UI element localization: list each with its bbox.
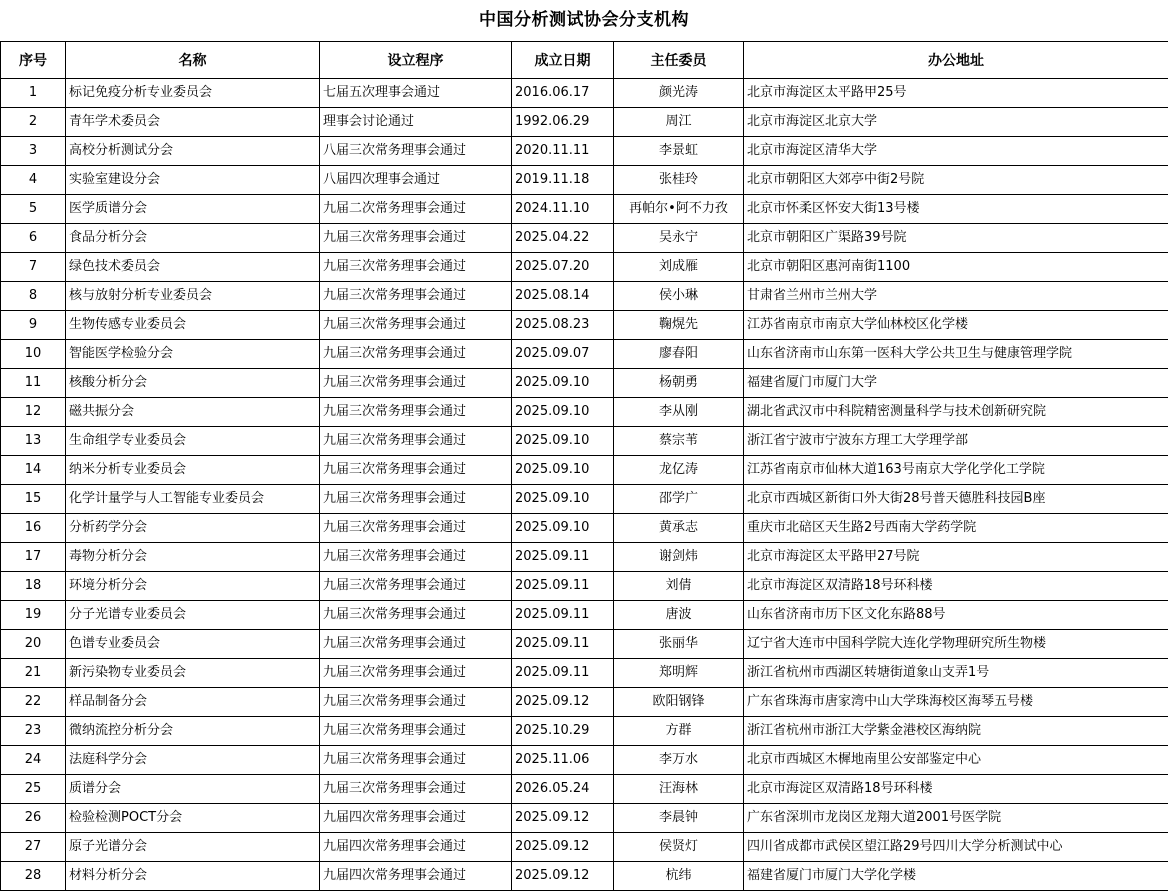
table-row <box>1 253 1168 282</box>
table-row <box>1 137 1168 166</box>
cell-director[interactable]: 廖春阳 <box>614 340 744 369</box>
cell-director[interactable]: 谢剑炜 <box>614 543 744 572</box>
table-row <box>1 833 1168 862</box>
cell-address[interactable]: 北京市海淀区太平路甲25号 <box>744 79 1168 108</box>
cell-name[interactable]: 检验检测POCT分会 <box>66 804 320 833</box>
cell-name[interactable]: 材料分析分会 <box>66 862 320 891</box>
cell-director[interactable]: 唐波 <box>614 601 744 630</box>
cell-director[interactable]: 刘倩 <box>614 572 744 601</box>
cell-name[interactable]: 质谱分会 <box>66 775 320 804</box>
cell-index[interactable]: 28 <box>1 862 66 891</box>
cell-address[interactable]: 江苏省南京市仙林大道163号南京大学化学化工学院 <box>744 456 1168 485</box>
cell-director[interactable]: 李万水 <box>614 746 744 775</box>
cell-date[interactable]: 2020.11.11 <box>512 137 614 166</box>
cell-address[interactable]: 北京市海淀区双清路18号环科楼 <box>744 775 1168 804</box>
cell-name[interactable]: 青年学术委员会 <box>66 108 320 137</box>
cell-index[interactable]: 7 <box>1 253 66 282</box>
cell-procedure[interactable]: 九届三次常务理事会通过 <box>320 601 512 630</box>
cell-address[interactable]: 重庆市北碚区天生路2号西南大学药学院 <box>744 514 1168 543</box>
cell-address[interactable]: 甘肃省兰州市兰州大学 <box>744 282 1168 311</box>
cell-director[interactable]: 侯小琳 <box>614 282 744 311</box>
table-row <box>1 804 1168 833</box>
cell-procedure[interactable]: 八届四次理事会通过 <box>320 166 512 195</box>
cell-name[interactable]: 核酸分析分会 <box>66 369 320 398</box>
cell-date[interactable]: 2025.09.10 <box>512 514 614 543</box>
table-row <box>1 514 1168 543</box>
header-index[interactable]: 序号 <box>1 42 66 79</box>
cell-name[interactable]: 原子光谱分会 <box>66 833 320 862</box>
header-address[interactable]: 办公地址 <box>744 42 1168 79</box>
cell-date[interactable]: 1992.06.29 <box>512 108 614 137</box>
cell-address[interactable]: 浙江省杭州市西湖区转塘街道象山支弄1号 <box>744 659 1168 688</box>
cell-procedure[interactable]: 九届三次常务理事会通过 <box>320 456 512 485</box>
cell-address[interactable]: 福建省厦门市厦门大学 <box>744 369 1168 398</box>
cell-index[interactable]: 10 <box>1 340 66 369</box>
cell-index[interactable]: 21 <box>1 659 66 688</box>
cell-date[interactable]: 2019.11.18 <box>512 166 614 195</box>
cell-director[interactable]: 李景虹 <box>614 137 744 166</box>
cell-director[interactable]: 再帕尔•阿不力孜 <box>614 195 744 224</box>
cell-name[interactable]: 标记免疫分析专业委员会 <box>66 79 320 108</box>
cell-date[interactable]: 2025.09.11 <box>512 630 614 659</box>
table-row <box>1 746 1168 775</box>
cell-director[interactable]: 欧阳钢锋 <box>614 688 744 717</box>
cell-address[interactable]: 江苏省南京市南京大学仙林校区化学楼 <box>744 311 1168 340</box>
table-row <box>1 369 1168 398</box>
cell-name[interactable]: 毒物分析分会 <box>66 543 320 572</box>
table-row <box>1 775 1168 804</box>
cell-date[interactable]: 2025.09.10 <box>512 485 614 514</box>
cell-director[interactable]: 张丽华 <box>614 630 744 659</box>
header-procedure[interactable]: 设立程序 <box>320 42 512 79</box>
cell-name[interactable]: 医学质谱分会 <box>66 195 320 224</box>
header-date[interactable]: 成立日期 <box>512 42 614 79</box>
cell-index[interactable]: 27 <box>1 833 66 862</box>
cell-procedure[interactable]: 九届三次常务理事会通过 <box>320 572 512 601</box>
table-row <box>1 398 1168 427</box>
cell-address[interactable]: 山东省济南市历下区文化东路88号 <box>744 601 1168 630</box>
cell-date[interactable]: 2025.08.14 <box>512 282 614 311</box>
cell-name[interactable]: 实验室建设分会 <box>66 166 320 195</box>
table-row <box>1 427 1168 456</box>
cell-procedure[interactable]: 九届三次常务理事会通过 <box>320 775 512 804</box>
cell-date[interactable]: 2025.07.20 <box>512 253 614 282</box>
cell-index[interactable]: 11 <box>1 369 66 398</box>
cell-procedure[interactable]: 九届三次常务理事会通过 <box>320 369 512 398</box>
cell-index[interactable]: 15 <box>1 485 66 514</box>
table-row <box>1 456 1168 485</box>
cell-procedure[interactable]: 九届三次常务理事会通过 <box>320 224 512 253</box>
cell-name[interactable]: 纳米分析专业委员会 <box>66 456 320 485</box>
cell-director[interactable]: 刘成雁 <box>614 253 744 282</box>
cell-director[interactable]: 方群 <box>614 717 744 746</box>
cell-date[interactable]: 2025.11.06 <box>512 746 614 775</box>
cell-procedure[interactable]: 九届三次常务理事会通过 <box>320 746 512 775</box>
cell-index[interactable]: 22 <box>1 688 66 717</box>
cell-address[interactable]: 北京市海淀区清华大学 <box>744 137 1168 166</box>
cell-index[interactable]: 9 <box>1 311 66 340</box>
cell-procedure[interactable]: 九届三次常务理事会通过 <box>320 282 512 311</box>
cell-procedure[interactable]: 九届三次常务理事会通过 <box>320 485 512 514</box>
cell-procedure[interactable]: 九届三次常务理事会通过 <box>320 717 512 746</box>
cell-name[interactable]: 核与放射分析专业委员会 <box>66 282 320 311</box>
cell-index[interactable]: 12 <box>1 398 66 427</box>
cell-procedure[interactable]: 九届三次常务理事会通过 <box>320 340 512 369</box>
table-row <box>1 717 1168 746</box>
cell-name[interactable]: 高校分析测试分会 <box>66 137 320 166</box>
cell-name[interactable]: 化学计量学与人工智能专业委员会 <box>66 485 320 514</box>
cell-address[interactable]: 四川省成都市武侯区望江路29号四川大学分析测试中心 <box>744 833 1168 862</box>
cell-director[interactable]: 杨朝勇 <box>614 369 744 398</box>
cell-index[interactable]: 13 <box>1 427 66 456</box>
cell-address[interactable]: 北京市朝阳区大郊亭中街2号院 <box>744 166 1168 195</box>
cell-index[interactable]: 16 <box>1 514 66 543</box>
cell-procedure[interactable]: 九届三次常务理事会通过 <box>320 543 512 572</box>
cell-address[interactable]: 福建省厦门市厦门大学化学楼 <box>744 862 1168 891</box>
cell-address[interactable]: 北京市海淀区北京大学 <box>744 108 1168 137</box>
cell-date[interactable]: 2024.11.10 <box>512 195 614 224</box>
cell-director[interactable]: 龙亿涛 <box>614 456 744 485</box>
cell-director[interactable]: 杭纬 <box>614 862 744 891</box>
cell-index[interactable]: 25 <box>1 775 66 804</box>
cell-address[interactable]: 北京市朝阳区惠河南街1100 <box>744 253 1168 282</box>
cell-address[interactable]: 北京市西城区新街口外大街28号普天德胜科技园B座 <box>744 485 1168 514</box>
cell-procedure[interactable]: 九届三次常务理事会通过 <box>320 253 512 282</box>
cell-index[interactable]: 1 <box>1 79 66 108</box>
cell-address[interactable]: 北京市海淀区双清路18号环科楼 <box>744 572 1168 601</box>
cell-date[interactable]: 2025.09.10 <box>512 456 614 485</box>
cell-date[interactable]: 2025.09.12 <box>512 688 614 717</box>
cell-address[interactable]: 浙江省宁波市宁波东方理工大学理学部 <box>744 427 1168 456</box>
cell-procedure[interactable]: 九届三次常务理事会通过 <box>320 659 512 688</box>
branches-table <box>0 41 1168 891</box>
header-name[interactable]: 名称 <box>66 42 320 79</box>
cell-address[interactable]: 北京市怀柔区怀安大街13号楼 <box>744 195 1168 224</box>
table-row <box>1 543 1168 572</box>
cell-director[interactable]: 鞠熀先 <box>614 311 744 340</box>
cell-procedure[interactable]: 九届三次常务理事会通过 <box>320 630 512 659</box>
cell-address[interactable]: 辽宁省大连市中国科学院大连化学物理研究所生物楼 <box>744 630 1168 659</box>
table-row <box>1 572 1168 601</box>
cell-date[interactable]: 2025.08.23 <box>512 311 614 340</box>
cell-date[interactable]: 2025.09.11 <box>512 543 614 572</box>
cell-index[interactable]: 17 <box>1 543 66 572</box>
cell-address[interactable]: 北京市朝阳区广渠路39号院 <box>744 224 1168 253</box>
cell-procedure[interactable]: 九届二次常务理事会通过 <box>320 195 512 224</box>
table-row <box>1 688 1168 717</box>
table-row <box>1 659 1168 688</box>
cell-address[interactable]: 湖北省武汉市中科院精密测量科学与技术创新研究院 <box>744 398 1168 427</box>
cell-date[interactable]: 2025.09.11 <box>512 601 614 630</box>
cell-date[interactable]: 2025.09.07 <box>512 340 614 369</box>
cell-procedure[interactable]: 九届四次常务理事会通过 <box>320 833 512 862</box>
cell-name[interactable]: 生命组学专业委员会 <box>66 427 320 456</box>
cell-index[interactable]: 20 <box>1 630 66 659</box>
cell-director[interactable]: 汪海林 <box>614 775 744 804</box>
cell-director[interactable]: 张桂玲 <box>614 166 744 195</box>
cell-index[interactable]: 4 <box>1 166 66 195</box>
cell-director[interactable]: 邵学广 <box>614 485 744 514</box>
cell-date[interactable]: 2025.09.11 <box>512 572 614 601</box>
cell-address[interactable]: 广东省珠海市唐家湾中山大学珠海校区海琴五号楼 <box>744 688 1168 717</box>
cell-date[interactable]: 2025.09.12 <box>512 862 614 891</box>
table-row <box>1 485 1168 514</box>
table-row <box>1 340 1168 369</box>
cell-date[interactable]: 2016.06.17 <box>512 79 614 108</box>
cell-procedure[interactable]: 理事会讨论通过 <box>320 108 512 137</box>
cell-procedure[interactable]: 九届四次常务理事会通过 <box>320 862 512 891</box>
cell-director[interactable]: 黄承志 <box>614 514 744 543</box>
cell-index[interactable]: 8 <box>1 282 66 311</box>
table-row <box>1 166 1168 195</box>
cell-index[interactable]: 2 <box>1 108 66 137</box>
cell-name[interactable]: 食品分析分会 <box>66 224 320 253</box>
cell-name[interactable]: 微纳流控分析分会 <box>66 717 320 746</box>
cell-director[interactable]: 李晨钟 <box>614 804 744 833</box>
cell-procedure[interactable]: 八届三次常务理事会通过 <box>320 137 512 166</box>
cell-director[interactable]: 周江 <box>614 108 744 137</box>
cell-date[interactable]: 2025.04.22 <box>512 224 614 253</box>
header-director[interactable]: 主任委员 <box>614 42 744 79</box>
cell-name[interactable]: 智能医学检验分会 <box>66 340 320 369</box>
cell-index[interactable]: 3 <box>1 137 66 166</box>
cell-address[interactable]: 北京市海淀区太平路甲27号院 <box>744 543 1168 572</box>
cell-date[interactable]: 2025.09.12 <box>512 804 614 833</box>
cell-name[interactable]: 新污染物专业委员会 <box>66 659 320 688</box>
cell-procedure[interactable]: 九届三次常务理事会通过 <box>320 688 512 717</box>
table-row <box>1 630 1168 659</box>
table-body <box>1 79 1168 891</box>
cell-director[interactable]: 颜光涛 <box>614 79 744 108</box>
table-row <box>1 311 1168 340</box>
table-row <box>1 224 1168 253</box>
cell-index[interactable]: 24 <box>1 746 66 775</box>
cell-name[interactable]: 生物传感专业委员会 <box>66 311 320 340</box>
cell-procedure[interactable]: 七届五次理事会通过 <box>320 79 512 108</box>
cell-procedure[interactable]: 九届四次常务理事会通过 <box>320 804 512 833</box>
cell-procedure[interactable]: 九届三次常务理事会通过 <box>320 427 512 456</box>
cell-procedure[interactable]: 九届三次常务理事会通过 <box>320 514 512 543</box>
cell-director[interactable]: 蔡宗苇 <box>614 427 744 456</box>
cell-director[interactable]: 李从刚 <box>614 398 744 427</box>
cell-director[interactable]: 吴永宁 <box>614 224 744 253</box>
cell-address[interactable]: 浙江省杭州市浙江大学紫金港校区海纳院 <box>744 717 1168 746</box>
cell-index[interactable]: 14 <box>1 456 66 485</box>
cell-index[interactable]: 18 <box>1 572 66 601</box>
cell-name[interactable]: 分子光谱专业委员会 <box>66 601 320 630</box>
cell-procedure[interactable]: 九届三次常务理事会通过 <box>320 311 512 340</box>
cell-name[interactable]: 色谱专业委员会 <box>66 630 320 659</box>
cell-name[interactable]: 分析药学分会 <box>66 514 320 543</box>
cell-name[interactable]: 法庭科学分会 <box>66 746 320 775</box>
cell-address[interactable]: 广东省深圳市龙岗区龙翔大道2001号医学院 <box>744 804 1168 833</box>
cell-date[interactable]: 2025.09.12 <box>512 833 614 862</box>
cell-date[interactable]: 2025.09.11 <box>512 659 614 688</box>
cell-index[interactable]: 5 <box>1 195 66 224</box>
table-row <box>1 79 1168 108</box>
cell-name[interactable]: 环境分析分会 <box>66 572 320 601</box>
cell-name[interactable]: 绿色技术委员会 <box>66 253 320 282</box>
cell-director[interactable]: 侯贤灯 <box>614 833 744 862</box>
table-row <box>1 282 1168 311</box>
table-row <box>1 108 1168 137</box>
cell-index[interactable]: 23 <box>1 717 66 746</box>
cell-date[interactable]: 2026.05.24 <box>512 775 614 804</box>
cell-date[interactable]: 2025.09.10 <box>512 427 614 456</box>
cell-index[interactable]: 6 <box>1 224 66 253</box>
cell-name[interactable]: 磁共振分会 <box>66 398 320 427</box>
cell-procedure[interactable]: 九届三次常务理事会通过 <box>320 398 512 427</box>
cell-date[interactable]: 2025.09.10 <box>512 369 614 398</box>
cell-address[interactable]: 山东省济南市山东第一医科大学公共卫生与健康管理学院 <box>744 340 1168 369</box>
cell-date[interactable]: 2025.09.10 <box>512 398 614 427</box>
header-row <box>1 42 1168 79</box>
table-row <box>1 601 1168 630</box>
cell-address[interactable]: 北京市西城区木樨地南里公安部鉴定中心 <box>744 746 1168 775</box>
sheet-title: 中国分析测试协会分支机构 <box>479 10 689 30</box>
cell-date[interactable]: 2025.10.29 <box>512 717 614 746</box>
table-row <box>1 862 1168 891</box>
cell-name[interactable]: 样品制备分会 <box>66 688 320 717</box>
cell-index[interactable]: 19 <box>1 601 66 630</box>
cell-director[interactable]: 郑明辉 <box>614 659 744 688</box>
cell-index[interactable]: 26 <box>1 804 66 833</box>
table-row <box>1 195 1168 224</box>
